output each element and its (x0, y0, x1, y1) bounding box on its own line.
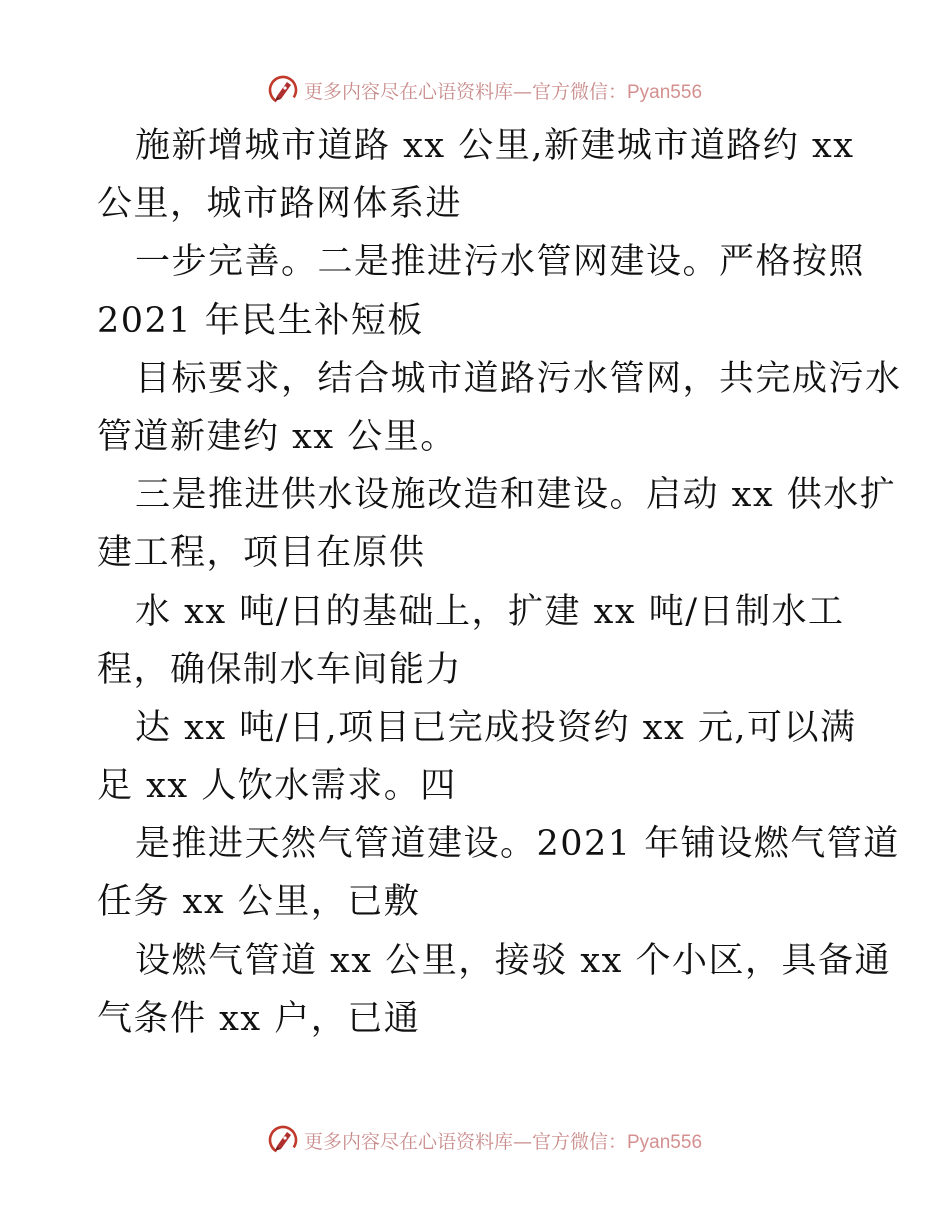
pen-nib-circle-icon (266, 73, 300, 107)
text-line: 程，确保制水车间能力 (97, 649, 463, 690)
watermark-wechat-id: Pyan556 (627, 81, 703, 103)
text-line: 是推进天然气管道建设。2021 年铺设燃气管道 (135, 824, 900, 865)
text-line: 公里，城市路网体系进 (97, 184, 463, 225)
watermark-label: 更多内容尽在心语资料库—官方微信： (303, 80, 627, 103)
text-line: 水 xx 吨/日的基础上，扩建 xx 吨/日制水工 (135, 591, 845, 632)
text-line: 达 xx 吨/日,项目已完成投资约 xx 元,可以满 (135, 707, 857, 748)
text-line: 2021 年民生补短板 (97, 300, 424, 341)
pen-nib-circle-icon (266, 1123, 300, 1157)
header-watermark (0, 70, 950, 110)
text-line: 施新增城市道路 xx 公里,新建城市道路约 xx (135, 126, 855, 166)
watermark-group (266, 1123, 702, 1157)
watermark-text (304, 77, 702, 104)
text-line: 任务 xx 公里，已敷 (97, 882, 421, 923)
watermark-label: 更多内容尽在心语资料库—官方微信： (303, 1130, 627, 1153)
text-line: 一步完善。二是推进污水管网建设。严格按照 (135, 242, 866, 283)
document-body (97, 117, 902, 1048)
text-line: 设燃气管道 xx 公里，接驳 xx 个小区，具备通 (135, 940, 891, 981)
watermark-group (266, 73, 702, 107)
text-line: 足 xx 人饮水需求。四 (97, 766, 457, 807)
text-line: 三是推进供水设施改造和建设。启动 xx 供水扩 (135, 475, 897, 516)
text-line: 气条件 xx 户，已通 (97, 998, 421, 1039)
footer-watermark (0, 1120, 950, 1160)
text-line: 管道新建约 xx 公里。 (97, 416, 457, 457)
watermark-wechat-id: Pyan556 (627, 1131, 703, 1153)
text-line: 目标要求，结合城市道路污水管网，共完成污水 (135, 358, 902, 399)
watermark-text (304, 1127, 702, 1154)
text-line: 建工程，项目在原供 (97, 533, 426, 574)
